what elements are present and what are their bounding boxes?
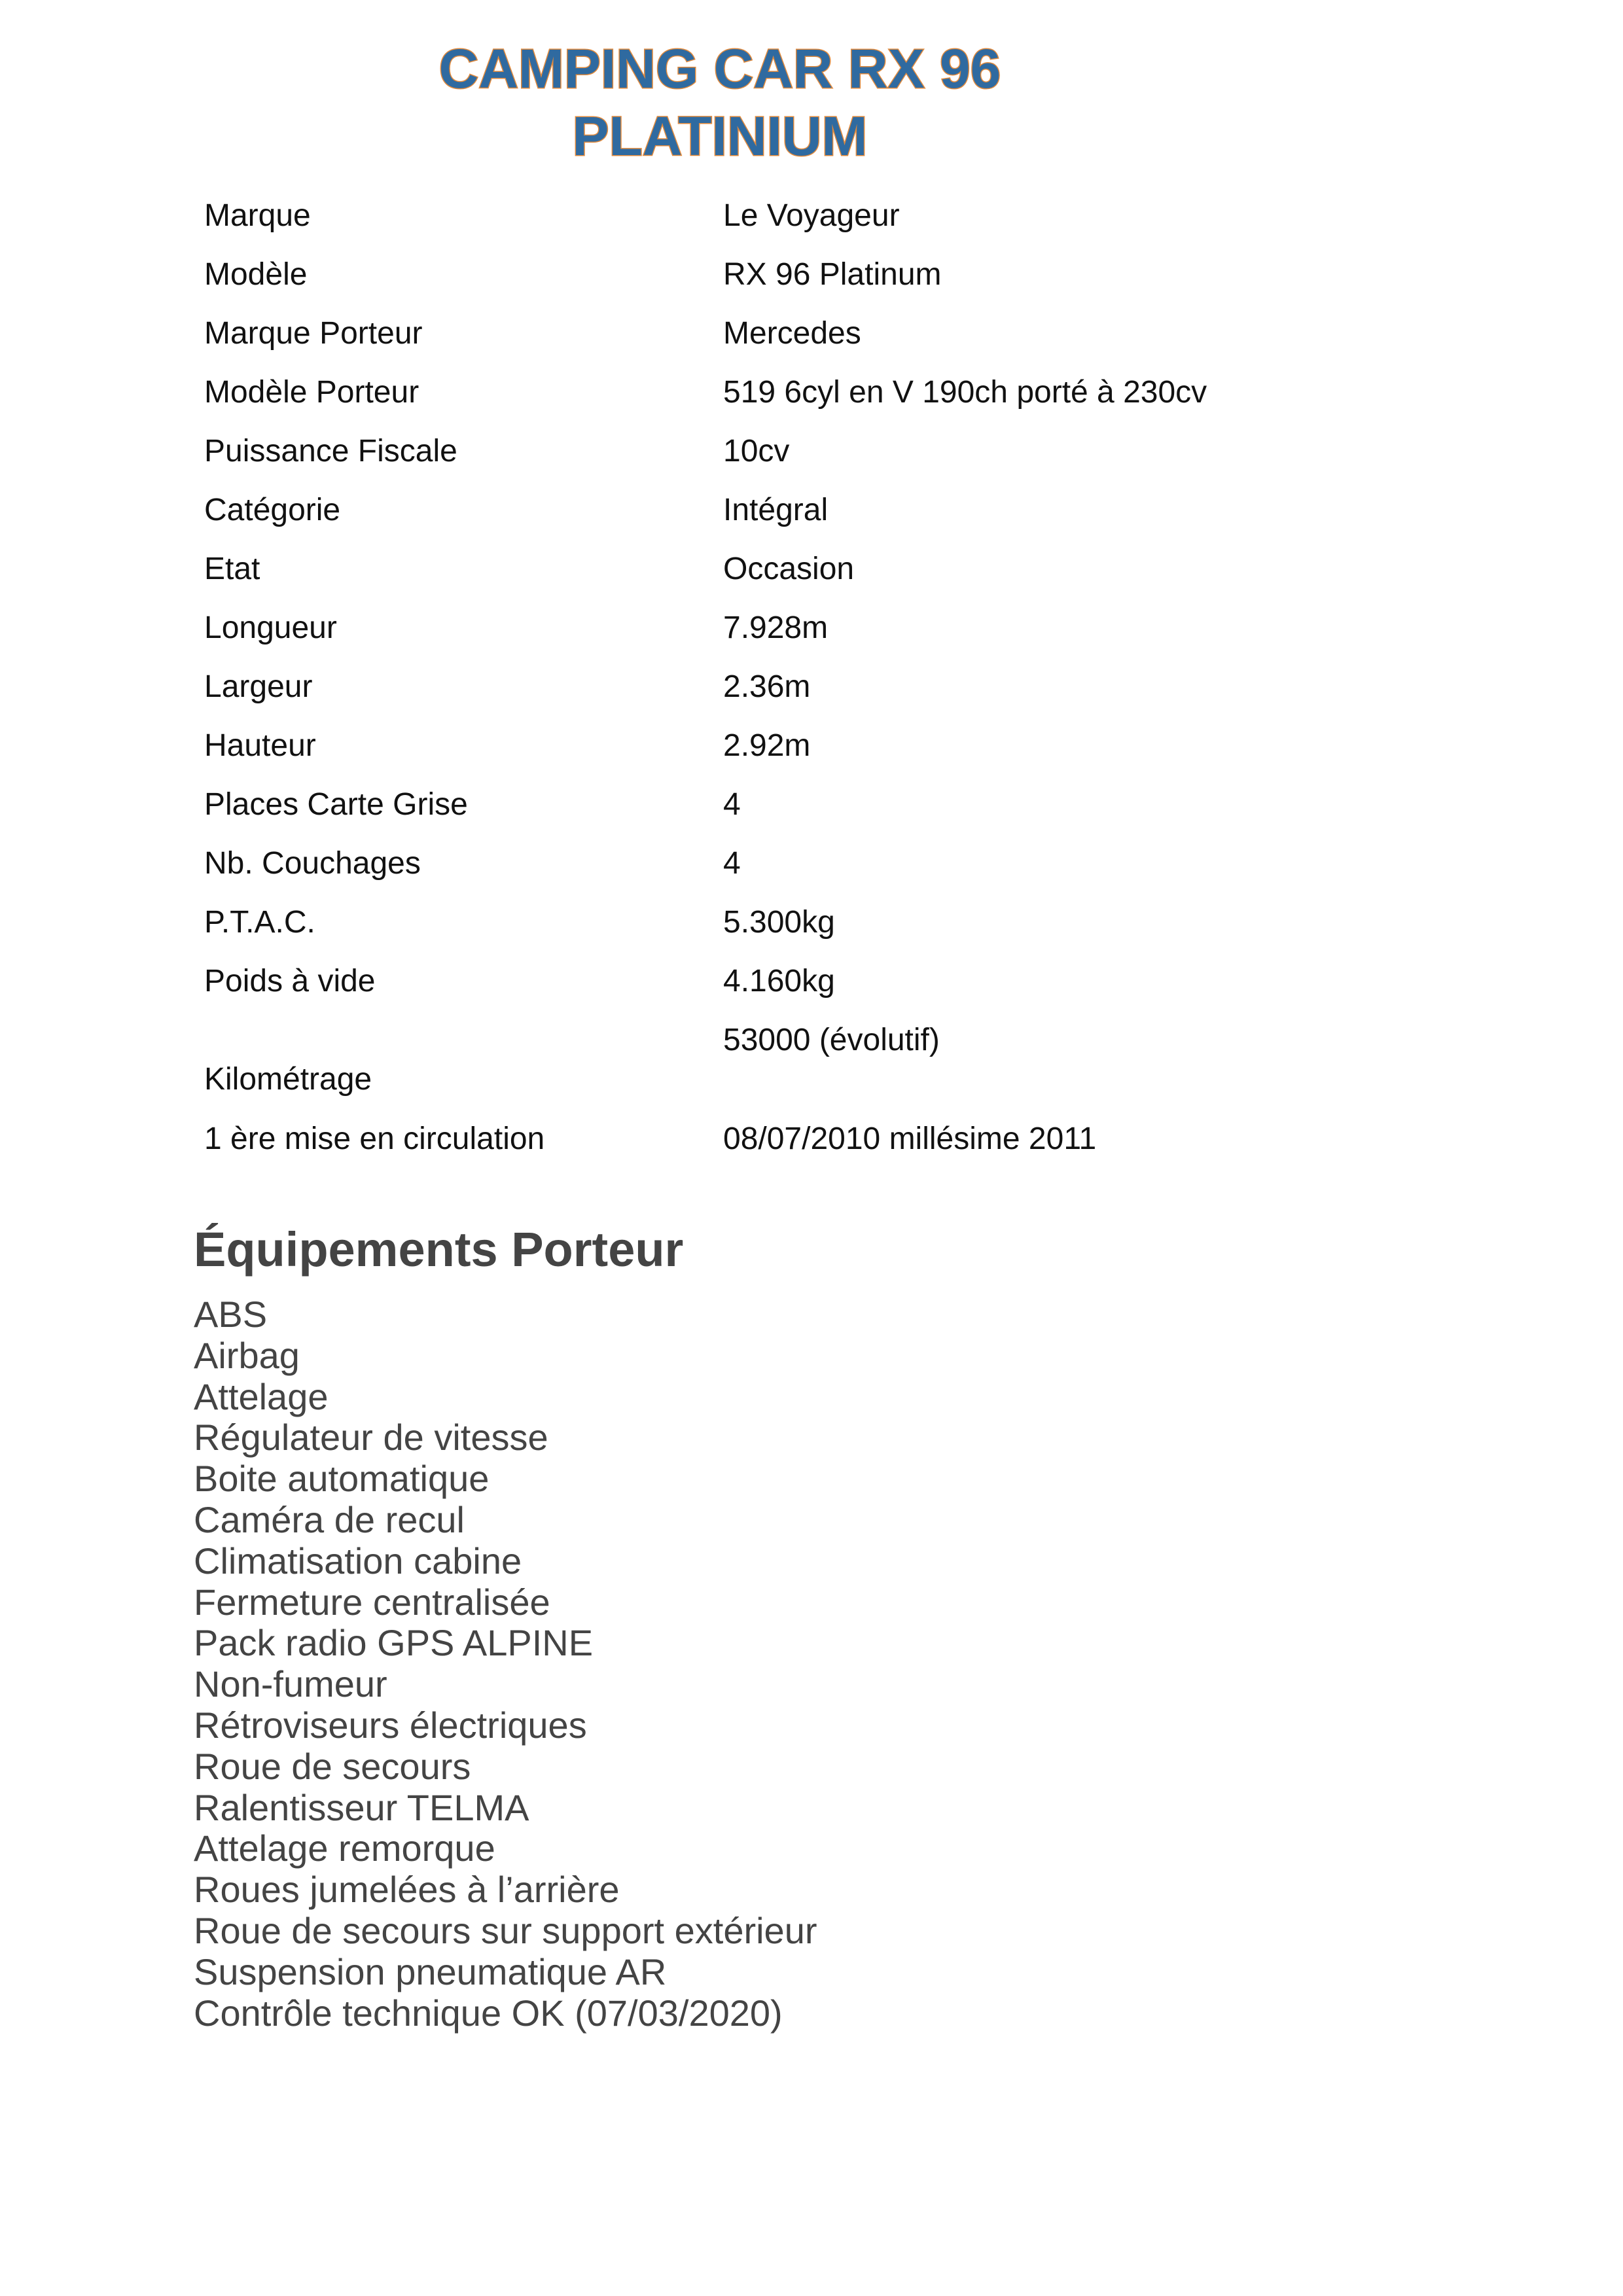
list-item: Non-fumeur — [194, 1663, 387, 1705]
spec-label: Hauteur — [204, 728, 316, 763]
spec-label: Marque — [204, 198, 311, 233]
spec-row — [204, 1021, 1317, 1099]
spec-value: 08/07/2010 millésime 2011 — [723, 1122, 1097, 1156]
spec-row — [204, 962, 1317, 1021]
spec-label: Poids à vide — [204, 964, 376, 998]
spec-row — [204, 667, 1317, 726]
list-item: Roue de secours — [194, 1745, 471, 1787]
spec-value: 53000 (évolutif) — [723, 1023, 940, 1057]
list-item: Attelage remorque — [194, 1828, 495, 1869]
spec-value: 4.160kg — [723, 964, 835, 998]
spec-row — [204, 726, 1317, 785]
spec-row — [204, 550, 1317, 609]
list-item: Attelage — [194, 1375, 329, 1417]
equipment-heading: Équipements Porteur — [194, 1222, 684, 1277]
spec-label: Largeur — [204, 669, 313, 704]
spec-label: Catégorie — [204, 493, 341, 527]
list-item: Climatisation cabine — [194, 1540, 522, 1581]
spec-value: 4 — [723, 787, 741, 822]
equipment-list — [194, 1294, 817, 2034]
document-title-line-2: PLATINIUM — [572, 105, 868, 167]
spec-value: 4 — [723, 846, 741, 881]
spec-label: Longueur — [204, 610, 337, 645]
spec-label: P.T.A.C. — [204, 905, 315, 940]
spec-row — [204, 609, 1317, 667]
list-item: Suspension pneumatique AR — [194, 1951, 667, 1992]
spec-row — [204, 373, 1317, 432]
spec-value: Occasion — [723, 552, 855, 586]
list-item: Airbag — [194, 1334, 300, 1376]
spec-label: Marque Porteur — [204, 316, 423, 351]
spec-row — [204, 491, 1317, 550]
list-item: Roue de secours sur support extérieur — [194, 1909, 817, 1951]
list-item: Boite automatique — [194, 1458, 490, 1500]
spec-row — [204, 255, 1317, 314]
spec-value: Mercedes — [723, 316, 861, 351]
list-item: Contrôle technique OK (07/03/2020) — [194, 1992, 783, 2034]
spec-value: 10cv — [723, 434, 790, 468]
spec-label: Nb. Couchages — [204, 846, 421, 881]
spec-value: 2.36m — [723, 669, 811, 704]
spec-label: Modèle — [204, 257, 308, 292]
spec-value: 519 6cyl en V 190ch porté à 230cv — [723, 375, 1207, 410]
spec-label: 1 ère mise en circulation — [204, 1122, 545, 1156]
spec-row — [204, 432, 1317, 491]
list-item: Pack radio GPS ALPINE — [194, 1622, 594, 1664]
spec-value: 5.300kg — [723, 905, 835, 940]
spec-row — [204, 844, 1317, 903]
spec-label: Modèle Porteur — [204, 375, 419, 410]
list-item: ABS — [194, 1294, 268, 1335]
document-title-line-1: CAMPING CAR RX 96 — [438, 38, 1001, 99]
list-item: Roues jumelées à l’arrière — [194, 1869, 620, 1911]
spec-value: Le Voyageur — [723, 198, 900, 233]
spec-row — [204, 196, 1317, 255]
list-item: Rétroviseurs électriques — [194, 1704, 587, 1746]
spec-row — [204, 903, 1317, 962]
spec-value: 7.928m — [723, 610, 829, 645]
spec-value: RX 96 Platinum — [723, 257, 942, 292]
spec-value: 2.92m — [723, 728, 811, 763]
spec-row — [204, 314, 1317, 373]
spec-value: Intégral — [723, 493, 829, 527]
spec-label: Places Carte Grise — [204, 787, 468, 822]
spec-label: Puissance Fiscale — [204, 434, 457, 468]
list-item: Ralentisseur TELMA — [194, 1786, 529, 1828]
spec-label: Kilométrage — [204, 1062, 372, 1097]
list-item: Caméra de recul — [194, 1498, 465, 1540]
spec-label: Etat — [204, 552, 260, 586]
list-item: Régulateur de vitesse — [194, 1417, 548, 1458]
spec-row — [204, 785, 1317, 844]
list-item: Fermeture centralisée — [194, 1581, 550, 1623]
spec-row — [204, 1120, 1317, 1178]
